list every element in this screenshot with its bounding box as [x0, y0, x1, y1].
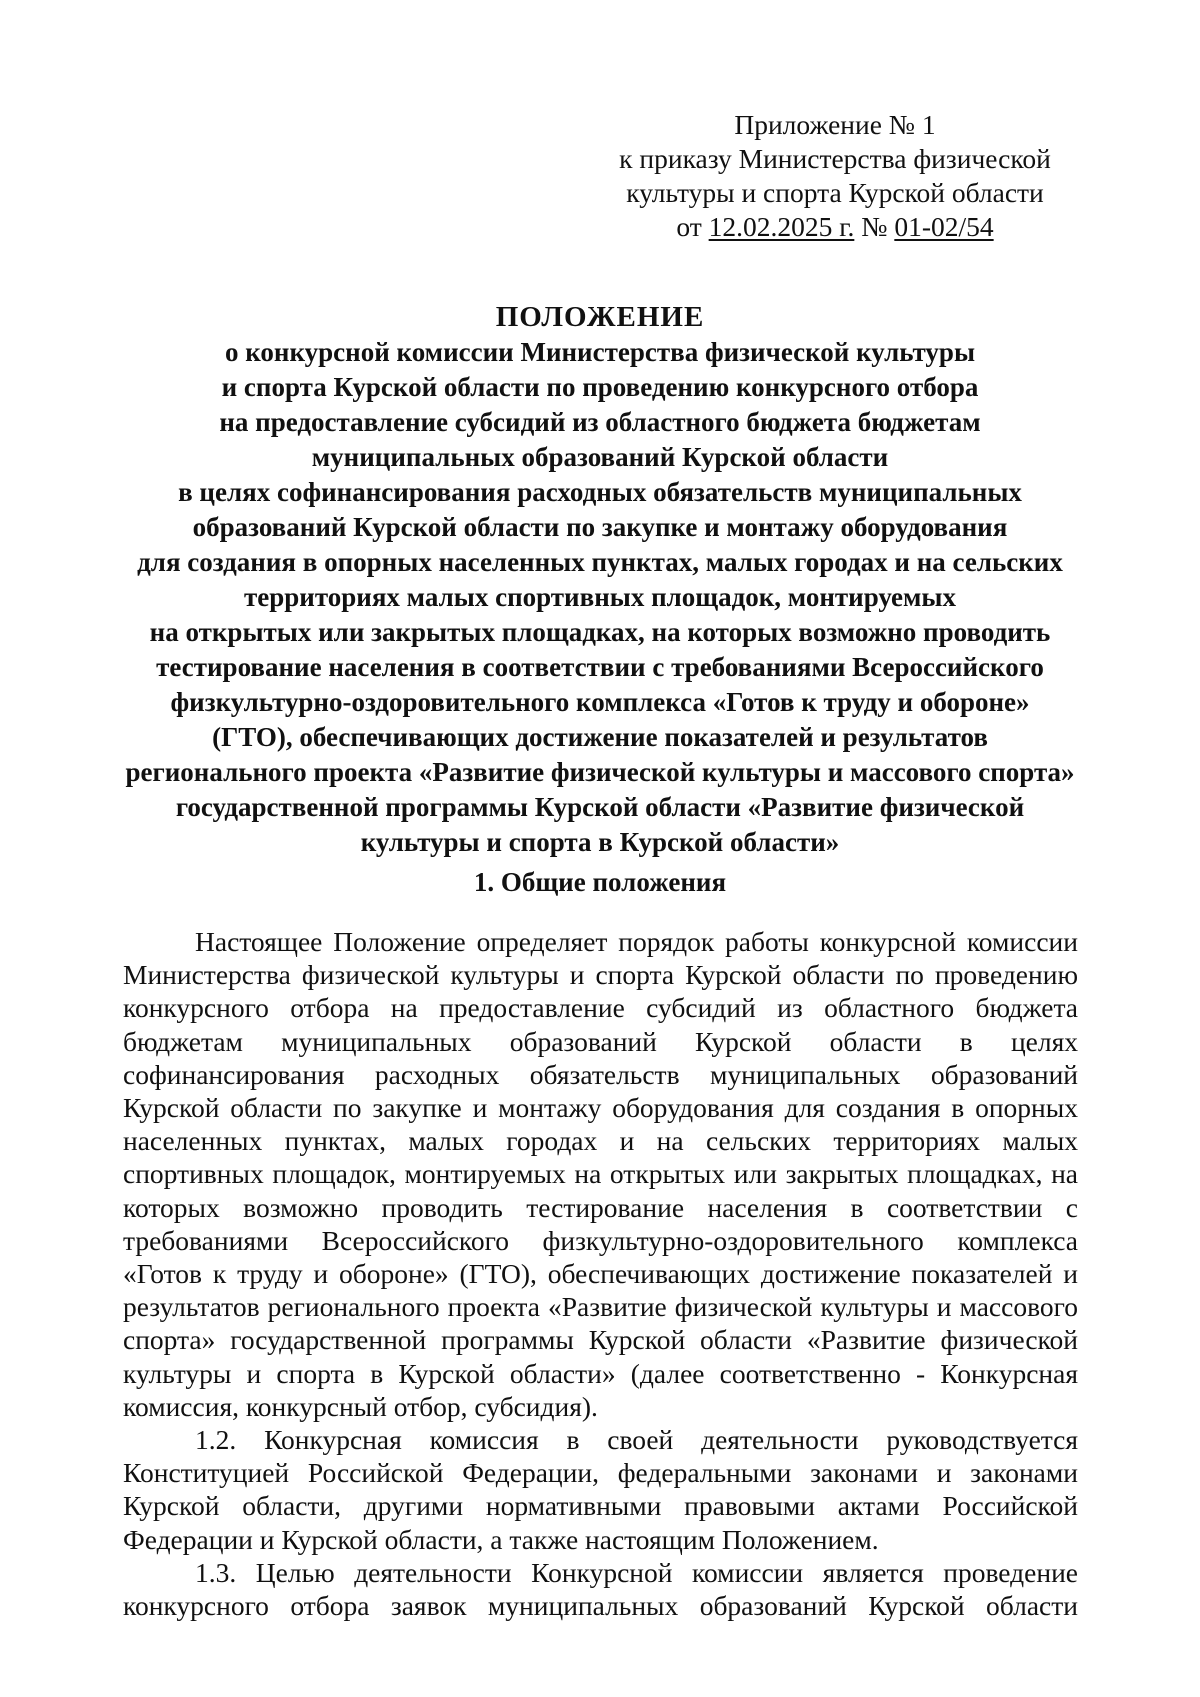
title-line: (ГТО), обеспечивающих достижение показателей и результатов: [212, 722, 988, 752]
title-line: регионального проекта «Развитие физической культуры и массового спорта»: [125, 757, 1075, 787]
document-title: [110, 300, 1090, 860]
paragraph: 1.2. Конкурсная комиссия в своей деятельности руководствуется Конституцией Российской Федерации, федеральными законами и законами Курской области, другими нормативными правовыми актами Российской Федерации и Курской области, а также настоящим Положением.: [123, 1424, 1078, 1555]
appendix-date-prefix: от: [676, 211, 709, 242]
title-line: тестирование населения в соответствии с требованиями Всероссийского: [156, 652, 1044, 682]
title-line: и спорта Курской области по проведению конкурсного отбора: [221, 372, 979, 402]
appendix-date-line: [600, 210, 1070, 244]
paragraph: Настоящее Положение определяет порядок работы конкурсной комиссии Министерства физической культуры и спорта Курской области по проведению конкурсного отбора на предоставление субсидий из областного бюджета бюджетам муниципальных образований Курской области в целях софинансирования расходных обязательств муниципальных образований Курской области по закупке и монтажу оборудования для создания в опорных населенных пунктах, малых городах и на сельских территориях малых спортивных площадок, монтируемых на открытых или закрытых площадках, на которых возможно проводить тестирование населения в соответствии с требованиями Всероссийского физкультурно-оздоровительного комплекса «Готов к труду и обороне» (ГТО), обеспечивающих достижение показателей и результатов регионального проекта «Развитие физической культуры и массового спорта» государственной программы Курской области «Развитие физической культуры и спорта в Курской области» (далее соответственно - Конкурсная комиссия, конкурсный отбор, субсидия).: [123, 926, 1078, 1422]
title-line: муниципальных образований Курской области: [311, 442, 889, 472]
title-line: на предоставление субсидий из областного бюджета бюджетам: [219, 407, 981, 437]
title-line: о конкурсной комиссии Министерства физической культуры: [224, 337, 976, 367]
title-line: на открытых или закрытых площадках, на которых возможно проводить: [149, 617, 1051, 647]
appendix-number: Приложение № 1: [734, 109, 936, 140]
title-main: ПОЛОЖЕНИЕ: [495, 301, 705, 333]
title-line: образований Курской области по закупке и монтажу оборудования: [192, 512, 1008, 542]
appendix-order-ref: к приказу Министерства физической: [619, 143, 1051, 174]
appendix-header: [600, 108, 1070, 244]
appendix-date: 12.02.2025 г.: [708, 211, 855, 242]
section-body: [123, 925, 1078, 1622]
section-heading: 1. Общие положения: [473, 867, 727, 897]
title-line: государственной программы Курской области «Развитие физической: [175, 792, 1025, 822]
title-line: для создания в опорных населенных пунктах, малых городах и на сельских: [137, 547, 1063, 577]
title-line: физкультурно-оздоровительного комплекса «Готов к труду и обороне»: [170, 687, 1030, 717]
title-line: территориях малых спортивных площадок, монтируемых: [244, 582, 956, 612]
appendix-order-number: 01-02/54: [894, 211, 994, 242]
paragraph: 1.3. Целью деятельности Конкурсной комиссии является проведение конкурсного отбора заявок муниципальных образований Курской области: [123, 1556, 1078, 1622]
title-line: в целях софинансирования расходных обязательств муниципальных: [178, 477, 1022, 507]
appendix-number-prefix: №: [854, 211, 895, 242]
title-line: культуры и спорта в Курской области»: [360, 827, 840, 857]
appendix-ministry: культуры и спорта Курской области: [626, 177, 1044, 208]
